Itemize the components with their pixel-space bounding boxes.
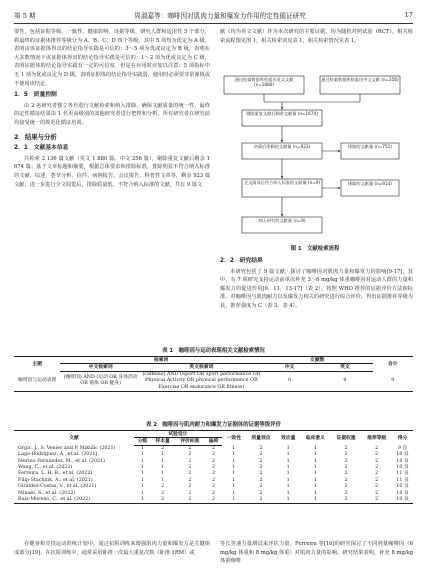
table-cell: 2 [344,477,348,483]
table-cell: 2 [188,490,192,496]
flow-box-screen: 初筛后所剩的文献量 (n=923) [242,143,322,159]
table-cell: 2 [175,497,206,504]
table-header: 剂量效应 [246,431,277,446]
table-cell: 2 [331,497,362,504]
table-cell: 9 [373,371,413,391]
table-cell: 9 良 [397,445,408,451]
table-cell: 2 [259,490,263,496]
table-cell: 2 [212,465,216,471]
table-cell: 2 [344,465,348,471]
table-cell: 1 [286,471,290,477]
table-header: 检索词 [60,357,262,364]
table-cell: 1 [286,484,290,490]
table-cell: 1 [313,458,317,464]
table-header: 样本量 [151,438,175,445]
flow-box-dedup: 剔除重复文献后剩余文献量 (n=1674) [242,110,322,126]
table-cell: 10 良 [396,458,409,464]
table-cell: 1 [140,445,144,451]
table-cell: 1 [313,477,317,483]
table2-caption: 表 2 咖啡因与肌肉耐力和爆发力证据体的证据等级评价 [145,422,281,428]
table-cell: 2 [259,445,263,451]
table-cell: 2 [151,497,175,504]
table-cell: Merino Fernández, M., et al. (2021) [18,458,105,464]
table-header: 试验设计 [134,431,222,438]
table-cell: 2 [375,452,379,458]
table-cell: 1 [140,477,144,483]
table1-caption: 表 1 咖啡因与运动表现相关文献检索情况 [162,348,265,354]
table-header: 文献数 [262,357,373,364]
table-cell: 2 [259,484,263,490]
paragraph: 要性，包括证据等级、一致性、健康影响、证据等级、研究人群和适用性 5 个部分，将最终的证据体推荐等级分为 A、B、C、D 四个等级，其中 5 项均为优定为 A 级，表明由该证据体得出的结论指导实践是可信的；3～5 项为优或良定为 B 级，表明在大多数情况下该证据体得出的结论指导实践是可信的；1～2 项为优或良定为 C 级，表明证据体的结论指导实践有一定的可信度，但是在应用时应加以注意；5 项指标中无 1 项为优或良定为 D 级，表明证据体的结论指导实践弱，使用时必须要非常谨慎或不使用该结论。 [14,29,210,87]
table-cell: 1 [313,465,317,471]
flow-box-included: 纳入研究的文献量 (n=9) [242,217,322,233]
table-cell: 1 [161,465,165,471]
table-header: 临床意义 [300,431,331,446]
section-heading: 2．2 研究结果 [220,258,263,264]
table-cell: 1 [140,458,144,464]
table-cell: 1 [313,490,317,496]
table-cell: Minaei, S., et al. (2022) [18,490,76,496]
issue-number: 第 5 期 [14,12,36,20]
table-cell: 10 良 [396,465,409,471]
table-header: 合计 [373,357,413,372]
table-header: 英文检索词 [141,364,262,371]
table-cell: 2 [188,484,192,490]
table-cell: 1 [140,465,144,471]
table-cell: 9 [317,371,372,391]
table-cell: 2 [188,477,192,483]
flow-box-db-cn: 通过检索数据库检索出中文文献 (n=256) [320,76,400,94]
table-row [14,497,413,504]
left-column [14,28,210,189]
table-header: 效应量 [276,431,300,446]
table-cell: 1 [232,465,236,471]
figure-caption: 图 1 文献检索流程 [290,246,340,252]
paragraph: 共检索 2 136 篇文献（英文 1 880 篇、中文 256 篇），剔除重复文献后剩余 1 674 篇；基于文章标题和摘要，根据总体要求和排除标准，排除明显不符合纳入标准的文献、综述、荟萃分析、信件、病例报告、会议报告、科普性文章等，剩余 923 篇文献，进一步进行全文阅览后，排除质量低、不符合纳入标准的文献，共有 9 篇文 [14,155,210,188]
bottom-right-text [220,540,413,566]
table-header: 文献 [14,431,134,446]
table-cell: 1 [286,490,290,496]
table-cell: 10 良 [396,452,409,458]
table-cell: 2 [205,497,222,504]
table-header: 评价标准 [175,438,206,445]
table-cell: 2 [212,452,216,458]
paragraph: 由 2 名研究者独立各自进行文献检索和纳入排除，确保文献质量的统一性，最终的定性循证结果由 1 名更高级别的其他研究者进行把控和分析。所有研究者在研究前均接受统一的规范化循证培训。 [14,102,210,126]
table-cell: 2 [259,452,263,458]
table-header: 主题 [14,357,60,372]
table-cell: 1 [161,458,165,464]
table-cell: 2 [212,477,216,483]
table-cell: 2 [212,490,216,496]
table-cell: 10 良 [396,484,409,490]
table-cell: (caffeine) AND (Sport OR sport performance OR Physical Activity OR physical performance OR Exercise OR endurance OR fitness) [142,371,261,390]
table-cell: Filip-Stachnik, A., et al. (2021) [18,477,93,483]
section-heading: 2．1 文献基本信息 [14,145,69,152]
section-heading: 1．5 质量控制 [14,92,57,99]
table-cell: 2 [212,445,216,451]
bottom-left-text [14,540,210,557]
table-cell: 2 [161,445,165,451]
paragraph: 等长等速力量测试来评估力量。Ferreira 等[16]的研究探讨了不同剂量咖啡因（6 mg/kg 体重和 8 mg/kg 体重）对肌肉力量的影响。研究结果表明，补充 8 mg/kg 体重咖啡 [220,541,413,565]
right-column-top [220,28,413,45]
table-cell: 1 [232,484,236,490]
paragraph: 在健身和竞技运动训练计划中，通过抗阻训练来增强肌肉力量和爆发力是关键组成部分[19]。在抗阻训练中，通常采用卧推一次最大重复次数（卧推 1RM）或 [14,541,210,556]
table-header: 英文 [317,364,372,371]
table-cell: 1 [286,458,290,464]
table-cell: 2 [344,445,348,451]
table-cell: 2 [212,458,216,464]
table-cell: Ruiz-Moreno, C., et al. (2022) [14,497,134,504]
table-row [14,371,413,391]
header-rule [14,23,413,24]
table-cell: 1 [232,458,236,464]
table-header: 分级 [134,438,151,445]
table-cell: 1 [313,445,317,451]
table-cell: (咖啡因) AND (运动 OR 身体活动 OR 锻炼 OR 健身) [60,371,141,391]
table-cell: 2 [344,484,348,490]
table-cell: 1 [286,452,290,458]
table-cell: 2 [161,490,165,496]
paragraph: 献（均为英文文献）作为本次研究的主要证据，均为随机对照试验（RCT），相关检索流程图见图 1，相关检索词见表 1，相关检索情况见表 1。 [220,29,413,44]
table-cell: 1 [232,471,236,477]
table-cell: 10 良 [392,497,413,504]
table-cell: Lago-Rodríguez, Á., et al. (2021) [18,452,98,458]
table-cell: Ferreira, L. H. B., et al. (2022) [18,471,93,477]
right-column-bottom [220,254,413,311]
table-header: 得分 [392,431,413,446]
table-cell: 1 [300,497,331,504]
table-cell: 2 [375,477,379,483]
table-cell: Grgic, J., S. Venier and P. Mikulic (2021) [18,445,116,451]
table-header: 一致性 [222,431,246,446]
running-title: 周淑嘉等：咖啡因对肌肉力量和爆发力作用的定性循证研究 [134,12,306,20]
table-cell: 1 [313,452,317,458]
table-cell: 1 [140,484,144,490]
table-cell: 2 [212,471,216,477]
table-cell: 1 [161,477,165,483]
table-cell: 2 [361,497,392,504]
running-header [14,8,413,22]
table-cell: 2 [188,471,192,477]
table-cell: 2 [259,471,263,477]
table-cell: 2 [188,465,192,471]
table-cell: 11 良 [396,477,409,483]
table-cell: 2 [188,445,192,451]
table-cell: 2 [375,471,379,477]
table-cell: 2 [259,465,263,471]
table-cell: 1 [276,497,300,504]
table-header: 推荐等级 [361,431,392,446]
table-header: 中文检索词 [60,364,141,371]
table-cell: 1 [232,490,236,496]
table-cell: 2 [188,458,192,464]
table-cell: 2 [375,484,379,490]
table-cell: 2 [344,490,348,496]
table-cell: 1 [134,497,151,504]
flow-box-fulltext: 全文阅读后符合纳入标准的文献量 (n=9) [242,179,322,197]
table-cell: 1 [232,445,236,451]
table-cell: 1 [222,497,246,504]
table1 [14,356,413,392]
table-header: 中文 [262,364,317,371]
table-cell: 2 [246,497,277,504]
table-cell: 0 [262,371,317,391]
table-cell: 2 [259,458,263,464]
flow-box-db-en: 通过检索数据库检索出英文文献 (n=1880) [224,76,304,94]
table-cell: Giráldez-Costas, V., et al. (2021) [18,484,97,490]
table2 [14,430,413,504]
paragraph: 本研究包括了 9 篇文献，探讨了咖啡因对肌肉力量和爆发力的影响[9-17]，其中，有 7 项研究支持运动前单次补充 3～6 mg/kg 体重咖啡因对运动人群的力量和爆发力的促进作用[9，11，13-17]（表 2）。按照 WHO 推荐的证据评价方法和标准，对咖啡因与肌肉耐力以及爆发力相关的研究进行综合评价，得出证据推荐等级为良，推荐强度为 C（表 3、表 4）。 [220,268,413,309]
table-cell: 1 [286,477,290,483]
table-cell: 2 [161,484,165,490]
table-cell: 2 [344,471,348,477]
table-cell: 1 [140,490,144,496]
table-cell: Wang, C., et al. (2022) [18,465,73,471]
table-cell: 2 [344,452,348,458]
table-cell: 咖啡因与运动表现 [14,371,60,391]
table-cell: 2 [375,465,379,471]
table-cell: 1 [161,452,165,458]
table-cell: 2 [212,484,216,490]
table-cell: 2 [259,477,263,483]
section-heading: 2 结果与分析 [14,132,57,141]
table-cell: 10 良 [396,490,409,496]
table-cell: 11 良 [396,471,409,477]
flow-box-screen-excluded: 排除的文献量 (n=751) [341,143,399,159]
table-cell: 1 [140,471,144,477]
table-cell: 1 [140,452,144,458]
table-cell: 1 [286,465,290,471]
flow-box-fulltext-excluded: 排除的文献量 (n=914) [341,180,399,196]
table-cell: 2 [188,452,192,458]
table-cell: 1 [232,477,236,483]
table-cell: 2 [375,490,379,496]
table-cell: 1 [313,471,317,477]
table-header: 证据权重 [331,431,362,446]
page-number: 17 [404,11,413,19]
flowchart-figure [220,72,410,242]
table-cell: 1 [232,452,236,458]
table-cell: 1 [161,471,165,477]
table-cell: 2 [375,445,379,451]
table-cell: 2 [375,458,379,464]
table-header: 偏倚 [205,438,222,445]
table-cell: 1 [286,445,290,451]
table-cell: 2 [344,458,348,464]
table-cell: 1 [313,484,317,490]
